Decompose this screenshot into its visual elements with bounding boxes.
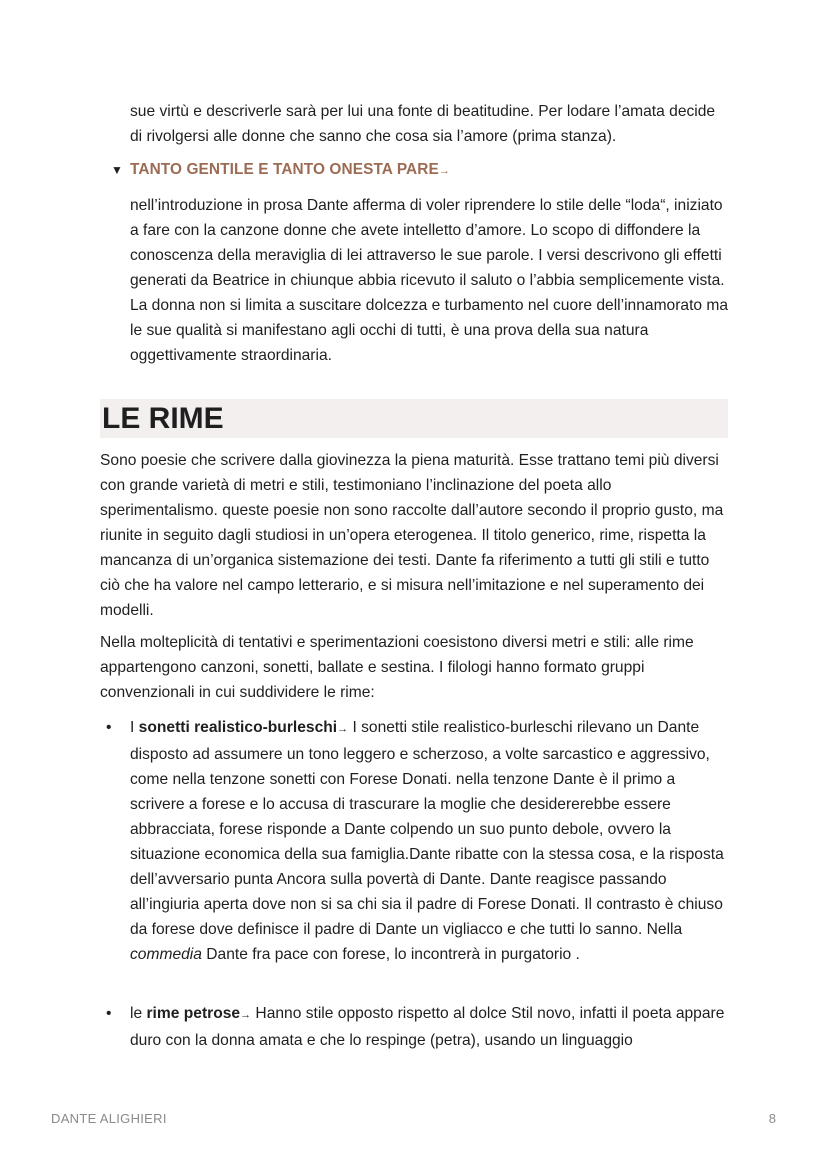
toggle-body-paragraph: nell’introduzione in prosa Dante afferma di voler riprendere lo stile delle “loda“, iniziato a fare con la canzone donne che avete intelletto d’amore. Lo scopo di diffondere la conoscenza della meraviglia di lei attraverso le sue parole. I versi descrivono gli effetti generati da Beatrice in chiunque abbia ricevuto il saluto o l’abbia semplicemente vista. La donna non si limita a suscitare dolcezza e turbamento nel cuore dell’innamorato ma le sue qualità si manifestano agli occhi di tutti, è una prova della sua natura oggettivamente straordinaria. (130, 197, 729, 364)
toggle-title (130, 161, 450, 179)
intro-paragraph: sue virtù e descriverle sarà per lui una fonte di beatitudine. Per lodare l’amata decide di rivolgersi alle donne che sanno che cosa sia l’amore (prima stanza). (130, 103, 716, 145)
list-item (106, 715, 731, 967)
bullet-dot-icon: • (106, 719, 112, 736)
rime-paragraph-2: Nella molteplicità di tentativi e sperimentazioni coesistono diversi metri e stili: alle rime appartengono canzoni, sonetti, ballate e sestina. I filologi hanno formato gruppi convenzionali in cui suddividere le rime: (100, 634, 694, 701)
section-heading: LE RIME (102, 402, 224, 435)
list-item-text (130, 1001, 730, 1053)
arrow-right-icon: → (240, 1009, 252, 1021)
list-item-prefix: I (130, 719, 139, 736)
page-number: 8 (768, 1111, 776, 1126)
arrow-right-icon: → (337, 723, 349, 735)
list-item-bold: sonetti realistico-burleschi (138, 719, 338, 736)
arrow-right-icon: → (438, 165, 450, 177)
toggle-header[interactable] (111, 161, 450, 179)
list-item-body: I sonetti stile realistico-burleschi rilevano un Dante disposto ad assumere un tono leggero e scherzoso, a volte sarcastico e aggressivo, come nella tenzone sonetti con Forese Donati. nella tenzone Dante è il primo a scrivere a forese e lo accusa di trascurare la moglie che desidererebbe essere abbracciata, forese risponde a Dante colpendo un suo punto debole, ovvero la situazione economica della sua famiglia.Dante ribatte con la stessa cosa, e la risposta dell’avversario punta Ancora sulla povertà di Dante. Dante reagisce passando all’ingiuria aperta dove non si sa chi sia il padre di Forese Donati. Il contrasto è chiuso da forese dove definisce il padre di Dante un vigliacco e che tutti lo sanno. Nella (130, 719, 724, 938)
list-item-bold: rime petrose (146, 1005, 241, 1022)
list-item-prefix: le (130, 1005, 147, 1022)
list-item-text (130, 715, 730, 967)
list-item (106, 1001, 731, 1053)
toggle-title-text: TANTO GENTILE E TANTO ONESTA PARE (130, 161, 439, 178)
bullet-dot-icon: • (106, 1005, 112, 1022)
section-heading-block (100, 399, 728, 438)
rime-paragraph-1: Sono poesie che scrivere dalla giovinezza la piena maturità. Esse trattano temi più diversi con grande varietà di metri e stili, testimoniano l’inclinazione del poeta allo sperimentalismo. queste poesie non sono raccolte dall’autore secondo il proprio gusto, ma riunite in seguito dagli studiosi in un’opera eterogenea. Il titolo generico, rime, rispetta la mancanza di un’organica sistemazione dei testi. Dante fa riferimento a tutti gli stili e tutto ciò che ha valore nel campo letterario, e si misura nell’imitazione e nel superamento dei modelli. (100, 452, 724, 619)
list-item-italic: commedia (130, 946, 202, 963)
list-item-body-end: Dante fra pace con forese, lo incontrerà in purgatorio . (201, 946, 580, 963)
footer-title: DANTE ALIGHIERI (51, 1111, 167, 1126)
toggle-triangle-icon[interactable]: ▼ (111, 163, 123, 177)
list-item-body: Hanno stile opposto rispetto al dolce Stil novo, infatti il poeta appare duro con la donna amata e che lo respinge (petra), usando un linguaggio (130, 1005, 725, 1049)
